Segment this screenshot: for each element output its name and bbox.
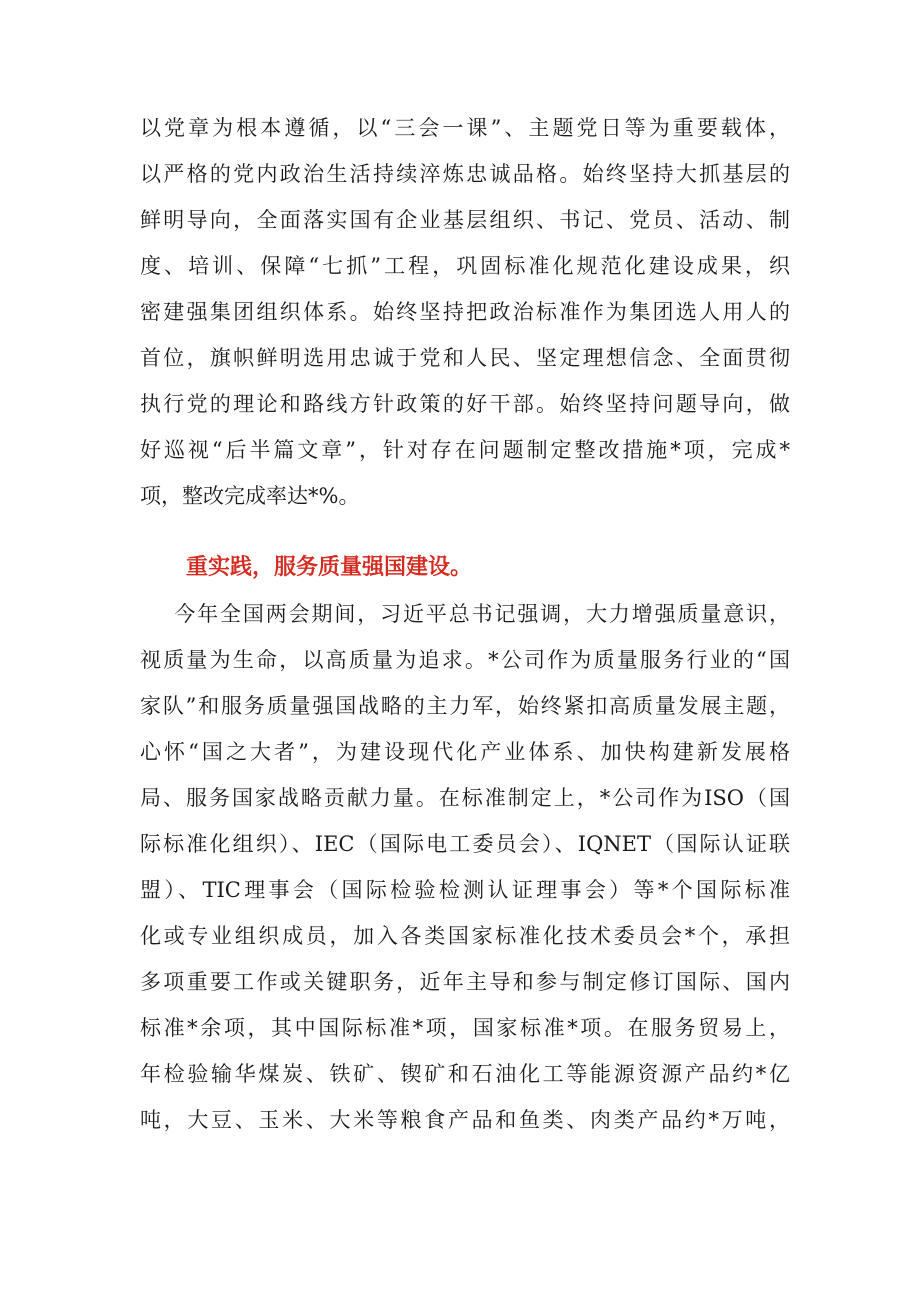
text-line: 密建强集团组织体系。始终坚持把政治标准作为集团选人用人的 bbox=[140, 300, 790, 324]
text-line: 鲜明导向，全面落实国有企业基层组织、书记、党员、活动、制 bbox=[140, 208, 790, 232]
text-line: 度、培训、保障“七抓”工程，巩固标准化规范化建设成果，织 bbox=[140, 254, 790, 278]
text-line: 首位，旗帜鲜明选用忠诚于党和人民、坚定理想信念、全面贯彻 bbox=[140, 346, 790, 370]
text-line: 局、服务国家战略贡献力量。在标准制定上，*公司作为ISO（国 bbox=[140, 786, 790, 810]
text-line: 年检验输华煤炭、铁矿、锲矿和石油化工等能源资源产品约*亿 bbox=[140, 1062, 790, 1086]
text-line: 以党章为根本遵循，以“三会一课”、主题党日等为重要载体， bbox=[140, 116, 790, 140]
text-line: 以严格的党内政治生活持续淬炼忠诚品格。始终坚持大抓基层的 bbox=[140, 162, 790, 186]
paragraph-quality-service bbox=[140, 591, 790, 1143]
text-line: 际标准化组织）、IEC（国际电工委员会）、IQNET（国际认证联 bbox=[140, 832, 790, 856]
text-line: 视质量为生命，以高质量为追求。*公司作为质量服务行业的“国 bbox=[140, 648, 790, 672]
text-line: 执行党的理论和路线方针政策的好干部。始终坚持问题导向，做 bbox=[140, 392, 790, 416]
text-line: 好巡视“后半篇文章”，针对存在问题制定整改措施*项，完成* bbox=[140, 438, 790, 462]
text-line: 化或专业组织成员，加入各类国家标准化技术委员会*个，承担 bbox=[140, 924, 790, 948]
paragraph-party-building bbox=[140, 105, 790, 519]
text-line: 标准*余项，其中国际标准*项，国家标准*项。在服务贸易上， bbox=[140, 1016, 790, 1040]
text-line: 今年全国两会期间，习近平总书记强调，大力增强质量意识， bbox=[140, 602, 790, 626]
text-line: 多项重要工作或关键职务，近年主导和参与制定修订国际、国内 bbox=[140, 970, 790, 994]
text-line: 吨，大豆、玉米、大米等粮食产品和鱼类、肉类产品约*万吨， bbox=[140, 1108, 790, 1132]
text-line: 盟）、TIC理事会（国际检验检测认证理事会）等*个国际标准 bbox=[140, 878, 790, 902]
section-heading: 重实践，服务质量强国建设。 bbox=[186, 555, 473, 580]
text-line: 项，整改完成率达*%。 bbox=[140, 484, 360, 508]
text-line: 家队”和服务质量强国战略的主力军，始终紧扣高质量发展主题， bbox=[140, 694, 790, 718]
text-line: 心怀“国之大者”，为建设现代化产业体系、加快构建新发展格 bbox=[140, 740, 790, 764]
